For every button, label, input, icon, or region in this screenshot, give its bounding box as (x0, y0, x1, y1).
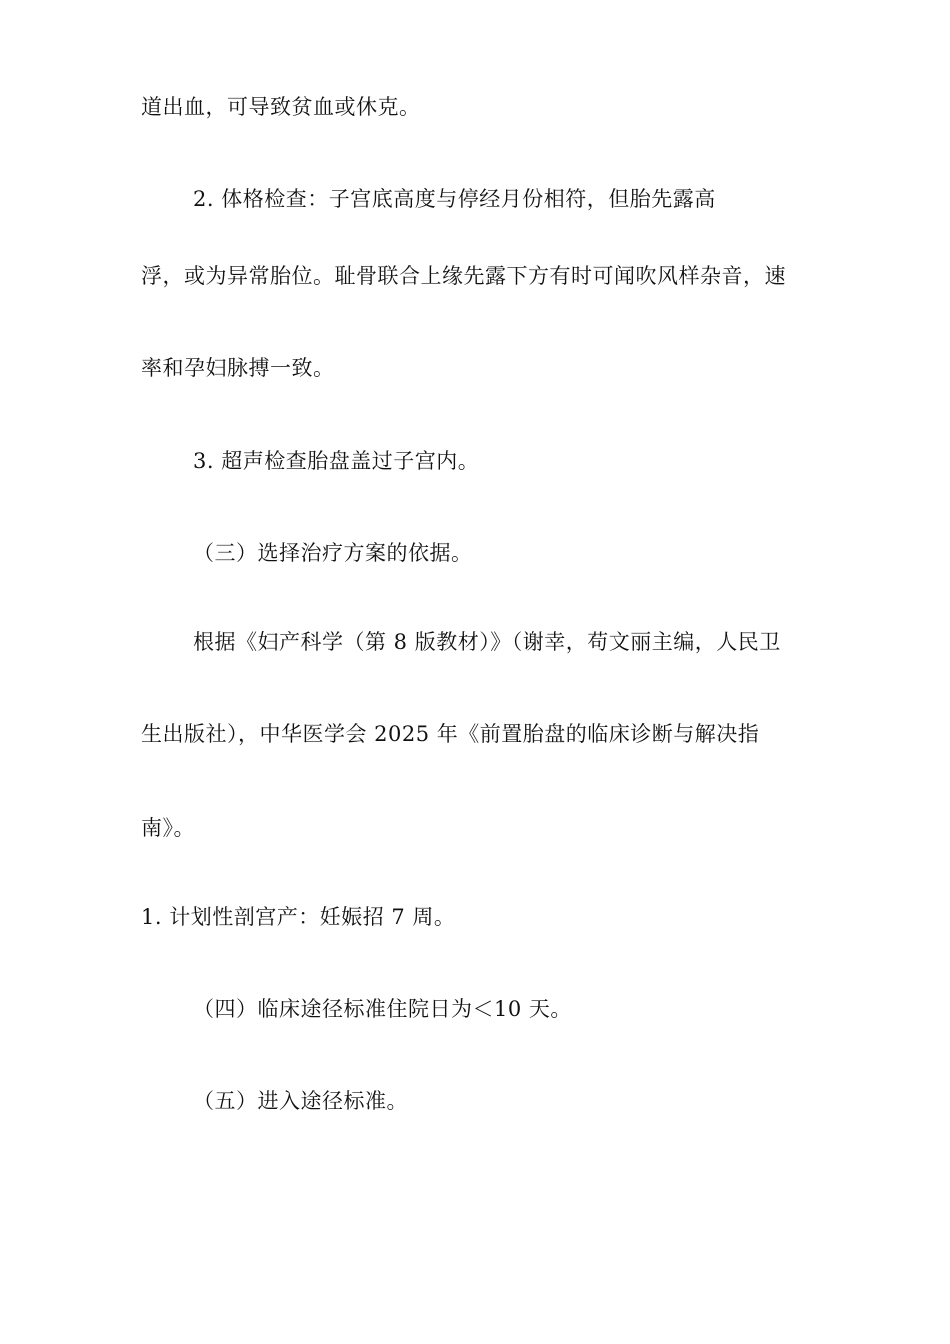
list-item: 1. 计划性剖宫产：妊娠招 7 周。 (141, 905, 456, 929)
text-line: 浮，或为异常胎位。耻骨联合上缘先露下方有时可闻吹风样杂音，速 (141, 264, 786, 288)
text-line: 南》。 (141, 816, 195, 840)
section-heading: （四）临床途径标准住院日为＜10 天。 (193, 997, 572, 1021)
section-heading: （五）进入途径标准。 (193, 1089, 408, 1113)
text-line: 2. 体格检查：子宫底高度与停经月份相符，但胎先露高 (193, 187, 716, 211)
text-line: 3. 超声检查胎盘盖过子宫内。 (193, 449, 480, 473)
text-line: 率和孕妇脉搏一致。 (141, 356, 335, 380)
text-line: 道出血，可导致贫血或休克。 (141, 95, 421, 119)
text-line: 根据《妇产科学（第 8 版教材）》（谢幸，苟文丽主编，人民卫 (193, 630, 781, 654)
text-line: 生出版社），中华医学会 2025 年《前置胎盘的临床诊断与解决指 (141, 722, 760, 746)
section-heading: （三）选择治疗方案的依据。 (193, 541, 473, 565)
